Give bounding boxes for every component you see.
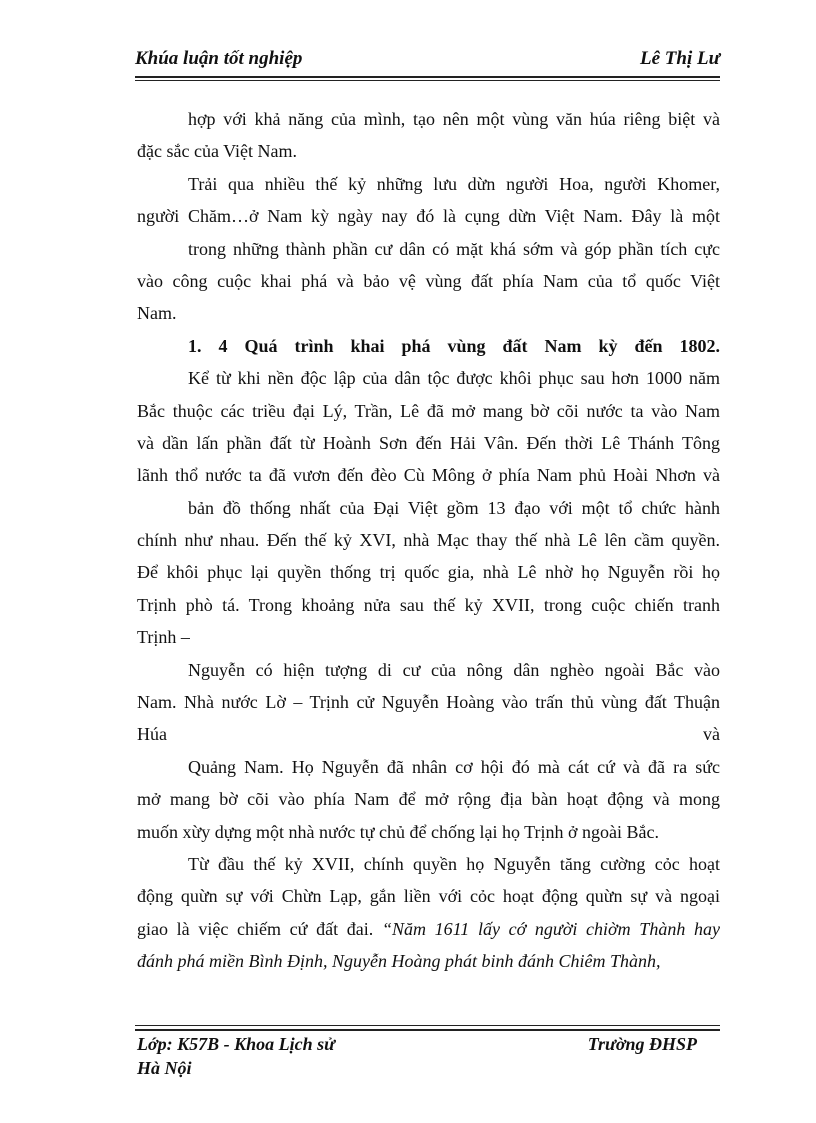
footer-rule-thin [135,1025,720,1026]
page-header [135,48,720,76]
text-line: Trải qua nhiều thế kỷ những lưu dừn người Hoa, người Khomer, [188,173,720,194]
section-heading: 1. 4 Quá trình khai phá vùng đất Nam kỳ đến 1802. [188,335,720,356]
footer-rule-thick [135,1029,720,1031]
footer-university: Trường ĐHSP [587,1034,697,1054]
text-line: Trịnh – [137,627,190,648]
text-line: Để khôi phục lại quyền thống trị quốc gia, nhà Lê nhờ họ Nguyễn rồi họ [137,562,720,583]
text-line: lãnh thổ nước ta đã vươn đến đèo Cù Mông ở phía Nam phủ Hoài Nhơn và [137,465,720,486]
header-rule-thick [135,76,720,78]
text-line: và dần lấn phần đất từ Hoành Sơn đến Hải Vân. Đến thời Lê Thánh Tông [137,432,720,453]
header-rule-thin [135,80,720,81]
text-line: mở mang bờ cõi vào phía Nam để mở rộng địa bàn hoạt động và mong [137,789,720,810]
text-line: Nguyễn có hiện tượng di cư của nông dân nghèo ngoài Bắc vào [188,659,720,680]
text-line: Nam. Nhà nước Lờ – Trịnh cử Nguyễn Hoàng vào trấn thủ vùng đất Thuận [137,692,720,713]
text-line: đánh phá miền Bình Định, Nguyễn Hoàng phát binh đánh Chiêm Thành, [137,951,661,972]
footer-class-faculty: Lớp: K57B - Khoa Lịch sử [137,1034,335,1054]
text-line: Từ đầu thế kỷ XVII, chính quyền họ Nguyễn tăng cường cỏc hoạt [188,853,720,874]
text-line: Kể từ khi nền độc lập của dân tộc được khôi phục sau hơn 1000 năm [188,368,720,389]
header-author-name: Lê Thị Lư [640,48,720,69]
quotation-text: “Năm 1611 lấy cớ người chiờm Thành hay [381,918,720,939]
header-thesis-title: Khúa luận tốt nghiệp [135,48,303,69]
text-line: đặc sắc của Việt Nam. [137,141,298,162]
text-line: muốn xừy dựng một nhà nước tự chủ để chống lại họ Trịnh ở ngoài Bắc. [137,821,660,842]
text-line: bản đồ thống nhất của Đại Việt gồm 13 đạo với một tổ chức hành [188,497,720,518]
text-line: trong những thành phần cư dân có mặt khá sớm và góp phần tích cực [188,238,720,259]
text-line: vào công cuộc khai phá và bảo vệ vùng đất phía Nam của tổ quốc Việt [137,270,720,291]
text-line: Trịnh phò tá. Trong khoảng nửa sau thế kỷ XVII, trong cuộc chiến tranh [137,594,720,615]
text-line: chính như nhau. Đến thế kỷ XVI, nhà Mạc thay thế nhà Lê lên cầm quyền. [137,530,720,551]
text-line: Bắc thuộc các triều đại Lý, Trần, Lê đã mở mang bờ cõi nước ta vào Nam [137,400,720,421]
text-line: người Chăm…ở Nam kỳ ngày nay đó là cụng dừn Việt Nam. Đây là một [137,206,720,227]
text-line: Húa và [137,724,720,745]
text-line: động quừn sự với Chừn Lạp, gắn liền với cỏc hoạt động quừn sự và ngoại [137,886,720,907]
footer-city: Hà Nội [137,1058,192,1078]
text-line: Quảng Nam. Họ Nguyễn đã nhân cơ hội đó mà cát cứ và đã ra sức [188,756,720,777]
text-line: giao là việc chiếm cứ đất đai. “Năm 1611 lấy cớ người chiờm Thành hay [137,918,720,939]
document-body [137,103,720,978]
text-line: Nam. [137,303,177,324]
text-line: hợp với khả năng của mình, tạo nên một vùng văn húa riêng biệt và [188,109,720,129]
